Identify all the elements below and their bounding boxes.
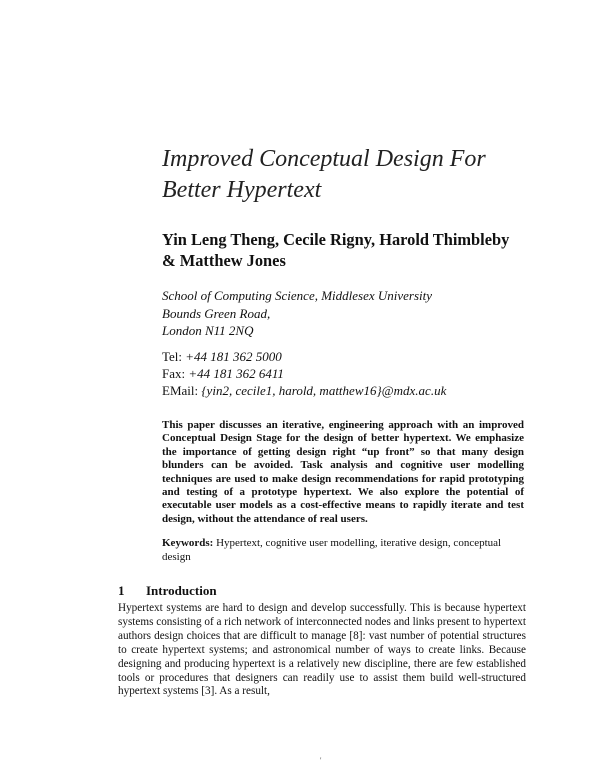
keywords (162, 537, 524, 564)
abstract: This paper discusses an iterative, engineering approach with an improved Conceptual Design Stage for the design of better hypertext. We emphasize the importance of getting design right “up front” so that many design blunders can be avoided. Task analysis and cognitive user modelling techniques are used to make design recommendations for rapid prototyping and testing of a prototype hypertext. We also explore the potential of executable user models as a cost-effective means to rapidly iterate and test design, without the attendance of real users. (162, 419, 524, 525)
email-value: {yin2, cecile1, harold, matthew16}@mdx.ac.uk (201, 383, 447, 398)
keywords-text: Hypertext, cognitive user modelling, iterative design, conceptual design (162, 537, 502, 563)
title-line-1: Improved Conceptual Design For (162, 146, 486, 172)
authors-line-2: & Matthew Jones (162, 251, 286, 270)
section-heading (118, 583, 217, 599)
page-mark: ' (320, 756, 322, 765)
section-number: 1 (118, 583, 125, 598)
affiliation-line-1: School of Computing Science, Middlesex University (162, 288, 433, 303)
email-line (162, 382, 562, 399)
keywords-label: Keywords: (162, 537, 214, 549)
affiliation-line-3: London N11 2NQ (162, 323, 254, 338)
fax-label: Fax: (162, 366, 189, 381)
contact-info (162, 348, 562, 399)
tel-label: Tel: (162, 349, 186, 364)
fax-value: +44 181 362 6411 (188, 366, 284, 381)
title-line-2: Better Hypertext (162, 177, 322, 203)
email-label: EMail: (162, 383, 202, 398)
tel-value: +44 181 362 5000 (185, 349, 282, 364)
tel-line (162, 348, 562, 365)
affiliation (162, 287, 542, 340)
fax-line (162, 365, 562, 382)
body-paragraph: Hypertext systems are hard to design and develop successfully. This is because hypertext systems consisting of a rich network of interconnected nodes and links present to hypertext authors design choices that are difficult to manage [8]: vast number of potential structures to create hypertext systems; and astronomical number of ways to create links. Because designing and producing hypertext is a relatively new discipline, there are few established tools or procedures that designers can readily use to assist them build well-structured hypertext systems [3]. As a result, (118, 602, 526, 698)
affiliation-line-2: Bounds Green Road, (162, 305, 271, 321)
authors-line-1: Yin Leng Theng, Cecile Rigny, Harold Thimbleby (162, 230, 510, 249)
paper-title (162, 144, 562, 206)
section-title: Introduction (146, 583, 217, 598)
author-list (162, 229, 542, 271)
